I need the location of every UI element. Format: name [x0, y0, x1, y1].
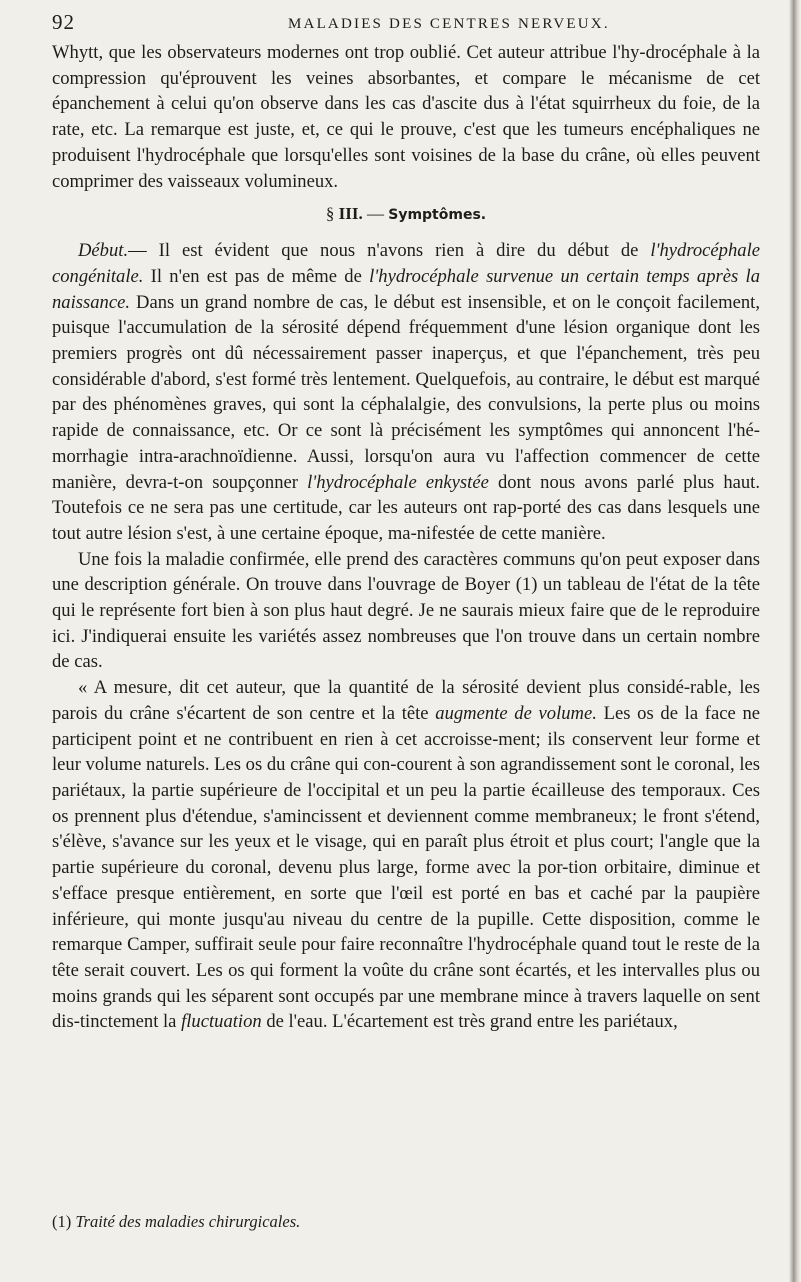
page-number: 92 [52, 10, 75, 34]
page-edge [789, 0, 801, 1282]
paragraph-boyer: Une fois la maladie confirmée, elle prend des caractères communs qu'on peut exposer dans une description générale. On trouve dans l'ouvrage de Boyer (1) un tableau de l'état de la tête qui le représente fort bien à son plus haut degré. Je ne saurais mieux faire que de le reproduire ici. J'indiquerai ensuite les variétés assez nombreuses que l'on trouve dans un certain nombre de cas. [52, 548, 760, 673]
debut-text-2: Il n'en est pas de même de [143, 265, 370, 287]
quote-text-1: « A mesure, dit cet auteur, que la quantité de la sérosité devient plus considé-rable, les parois du crâne s'écartent de son centre et la tête [52, 677, 760, 724]
section-number: III. [338, 204, 363, 224]
section-dash: — [366, 204, 384, 224]
section-title: Symptômes. [388, 207, 487, 224]
footnote-marker: (1) [52, 1212, 72, 1231]
footnote-text: Traité des maladies chirurgicales. [75, 1212, 301, 1231]
footnote [52, 1212, 300, 1232]
debut-text-3: Dans un grand nombre de cas, le début est insensible, et on le conçoit facilement, puisque l'accumulation de la sérosité dépend fréquemment d'une lésion organique dont les premiers progrès ont dû nécessairement passer inaperçus, et que l'épanchement, très peu considérable d'abord, s'est formé très lentement. Quelquefois, au contraire, le début est marqué par des phénomènes graves, qui sont la céphalalgie, des convulsions, la perte plus ou moins rapide de connaissance, etc. Or ce sont là précisément les symptômes qui annoncent l'hé-morrhagie intra-arachnoïdienne. Aussi, lorsqu'on aura vu l'affection commencer de cette manière, devra-t-on soupçonner [52, 291, 760, 493]
section-sign: § [325, 204, 335, 224]
debut-text-4: dont nous avons parlé plus haut. Toutefois ce ne sera pas une certitude, car les auteurs ont rap-porté des cas dans lesquels une tout autre lésion s'est, à une certaine époque, ma-nifestée de cette manière. [52, 471, 760, 544]
quote-italic-2: fluctuation [181, 1011, 262, 1033]
paragraph-quote [52, 675, 760, 1035]
debut-italic-2: l'hydrocéphale survenue un certain temps après la naissance. [52, 265, 760, 313]
paragraph-whytt: Whytt, que les observateurs modernes ont trop oublié. Cet auteur attribue l'hy-drocéphale à la compression qu'éprouvent les veines absorbantes, et compare le mécanisme de cet épanchement à celui qu'on observe dans les cas d'ascite dus à l'état squirrheux du foie, de la rate, etc. La remarque est juste, et, ce qui le prouve, c'est que les tumeurs encéphaliques ne produisent l'hydrocéphale que lorsqu'elles sont voisines de la base du crâne, où elles peuvent comprimer des vaisseaux volumineux. [52, 42, 760, 192]
section-heading [52, 203, 760, 226]
debut-italic-3: l'hydrocéphale enkystée [307, 471, 489, 493]
debut-italic-1: l'hydrocéphale congénitale. [52, 240, 760, 287]
quote-italic-1: augmente de volume. [435, 702, 597, 724]
body-text [52, 40, 760, 1035]
running-head [52, 10, 752, 40]
quote-text-2: Les os de la face ne participent point et ne contribuent en rien à cet accroisse-ment; ils conservent leur forme et leur volume naturels. Les os du crâne qui con-courent à son agrandissement sont le coronal, les pariétaux, la partie supérieure de l'occipital et un peu la partie écailleuse des temporaux. Ces os prennent plus d'étendue, s'amincissent et deviennent comme membraneux; le front s'étend, s'élève, s'avance sur les yeux et le visage, qui en paraît plus étroit et plus court; l'angle que la partie supérieure du coronal, devenu plus large, forme avec la por-tion orbitaire, diminue et s'efface presque entièrement, en sorte que l'œil est porté en bas et caché par la paupière inférieure, qui monte jusqu'au niveau du centre de la pupille. Cette disposition, comme le remarque Camper, suffirait seule pour faire reconnaître l'hydrocéphale quand tout le reste de la tête serait couvert. Les os qui forment la voûte du crâne sont écartés, et les intervalles plus ou moins grands qui les séparent sont occupés par une membrane mince à travers laquelle on sent dis-tinctement la [52, 702, 760, 1033]
debut-lead: Début. [78, 240, 129, 262]
debut-text-1: — Il est évident que nous n'avons rien à dire du début de [128, 240, 651, 262]
running-title: MALADIES DES CENTRES NERVEUX. [288, 16, 610, 32]
quote-text-3: de l'eau. L'écartement est très grand entre les pariétaux, [261, 1011, 678, 1033]
paragraph-debut [52, 238, 760, 546]
